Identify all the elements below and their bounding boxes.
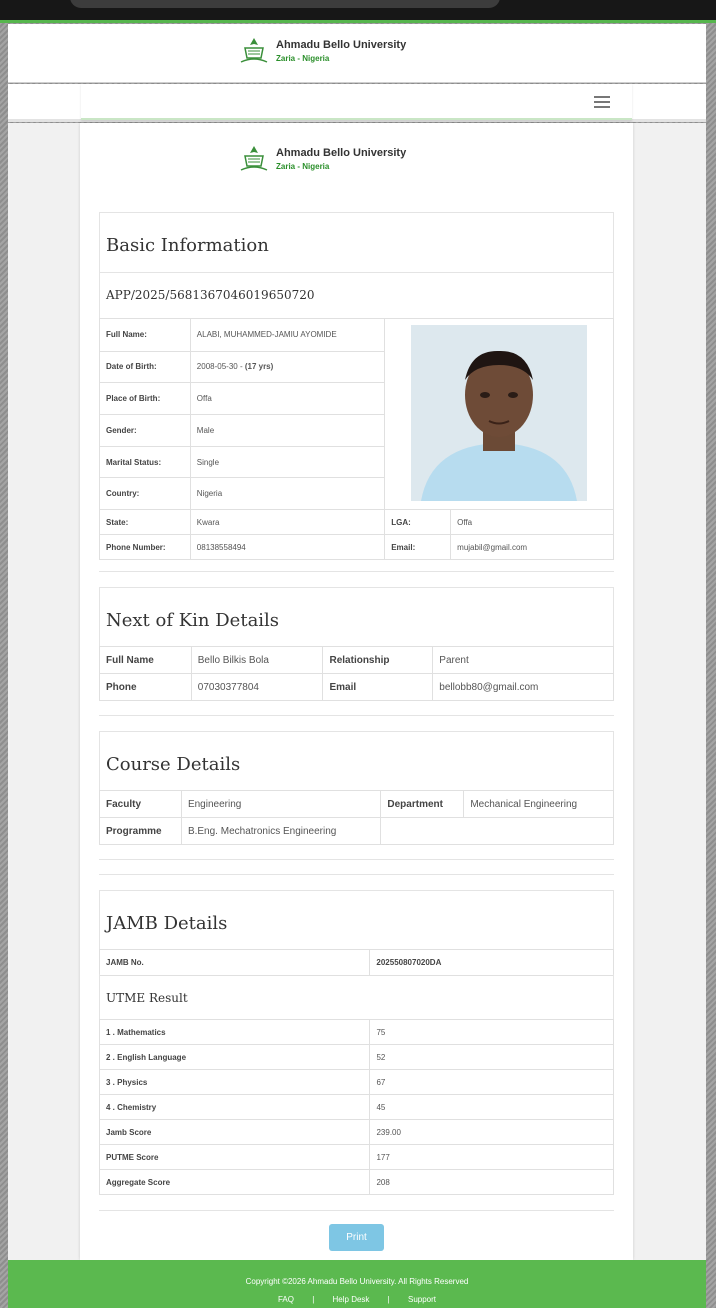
utme-subject-score: 208	[370, 1170, 614, 1195]
basic-info-header	[99, 212, 614, 273]
full-name-value: ALABI, MUHAMMED-JAMIU AYOMIDE	[190, 319, 384, 352]
nav-bar	[81, 84, 632, 120]
header-logo[interactable]	[238, 36, 406, 66]
footer-separator: |	[312, 1295, 315, 1304]
lga-label: LGA:	[385, 510, 451, 535]
kin-relationship-label: Relationship	[323, 647, 433, 674]
support-link[interactable]: Support	[407, 1295, 437, 1304]
kin-name-label: Full Name	[100, 647, 192, 674]
email-label: Email:	[385, 535, 451, 560]
table-row	[100, 1095, 614, 1120]
faq-link[interactable]: FAQ	[277, 1295, 294, 1304]
divider	[99, 859, 614, 860]
nav-strip	[8, 84, 706, 122]
email-value: mujabil@gmail.com	[451, 535, 614, 560]
divider	[99, 1210, 614, 1211]
country-label: Country:	[100, 478, 191, 510]
marital-label: Marital Status:	[100, 446, 191, 477]
programme-label: Programme	[100, 818, 182, 845]
utme-subject-score: 239.00	[370, 1120, 614, 1145]
empty-cell	[381, 818, 614, 845]
kin-email-label: Email	[323, 674, 433, 701]
department-label: Department	[381, 791, 464, 818]
utme-subject-label: 3 . Physics	[100, 1070, 370, 1095]
pob-label: Place of Birth:	[100, 382, 191, 415]
table-row	[100, 1170, 614, 1195]
kin-phone-value: 07030377804	[191, 674, 323, 701]
footer-links	[8, 1295, 706, 1304]
utme-subject-score: 67	[370, 1070, 614, 1095]
course-table	[99, 790, 614, 845]
utme-table	[99, 1019, 614, 1195]
menu-hamburger-icon[interactable]	[594, 96, 610, 108]
dob-value: 2008-05-30 - (17 yrs)	[190, 351, 384, 382]
table-row	[100, 535, 614, 560]
table-row	[100, 950, 614, 976]
utme-subject-score: 52	[370, 1045, 614, 1070]
lga-value: Offa	[451, 510, 614, 535]
jamb-number-table	[99, 949, 614, 976]
site-footer	[8, 1260, 706, 1308]
print-button[interactable]: Print	[329, 1224, 384, 1251]
kin-name-value: Bello Bilkis Bola	[191, 647, 323, 674]
utme-subject-score: 177	[370, 1145, 614, 1170]
utme-subject-label: Jamb Score	[100, 1120, 370, 1145]
table-row	[100, 1120, 614, 1145]
university-crest-icon	[238, 144, 270, 174]
utme-subject-label: 1 . Mathematics	[100, 1020, 370, 1045]
basic-info-table	[99, 318, 614, 560]
kin-table	[99, 646, 614, 701]
browser-top-bar	[0, 0, 716, 22]
jamb-no-value: 202550807020DA	[370, 950, 614, 976]
gender-value: Male	[190, 415, 384, 446]
university-crest-icon	[238, 36, 270, 66]
table-row	[100, 1045, 614, 1070]
site-header	[8, 24, 706, 83]
divider	[99, 571, 614, 572]
top-accent-line	[0, 20, 716, 23]
pob-value: Offa	[190, 382, 384, 415]
footer-copyright: Copyright ©2026 Ahmadu Bello University. All Rights Reserved	[245, 1277, 469, 1286]
utme-subject-label: 2 . English Language	[100, 1045, 370, 1070]
table-row	[100, 791, 614, 818]
state-value: Kwara	[190, 510, 384, 535]
programme-value: B.Eng. Mechatronics Engineering	[181, 818, 380, 845]
utme-subject-label: 4 . Chemistry	[100, 1095, 370, 1120]
faculty-value: Engineering	[181, 791, 380, 818]
university-location: Zaria - Nigeria	[276, 162, 330, 171]
state-label: State:	[100, 510, 191, 535]
kin-header	[99, 587, 614, 647]
phone-label: Phone Number:	[100, 535, 191, 560]
university-name: Ahmadu Bello University	[276, 147, 407, 159]
table-row	[100, 674, 614, 701]
utme-subject-score: 45	[370, 1095, 614, 1120]
divider	[99, 715, 614, 716]
utme-subject-label: Aggregate Score	[100, 1170, 370, 1195]
table-row	[100, 1070, 614, 1095]
section-title-basic: Basic Information	[106, 235, 269, 256]
section-title-course: Course Details	[106, 754, 241, 775]
application-number: APP/2025/5681367046019650720	[106, 288, 315, 302]
utme-header	[99, 974, 614, 1020]
faculty-label: Faculty	[100, 791, 182, 818]
table-row	[100, 1145, 614, 1170]
table-row	[100, 1020, 614, 1045]
table-row	[100, 319, 614, 352]
jamb-header	[99, 890, 614, 950]
age-value: (17 yrs)	[244, 362, 274, 372]
utme-subject-label: PUTME Score	[100, 1145, 370, 1170]
university-location: Zaria - Nigeria	[276, 54, 330, 63]
jamb-no-label: JAMB No.	[100, 950, 370, 976]
marital-value: Single	[190, 446, 384, 477]
address-pill[interactable]	[70, 0, 500, 8]
table-row	[100, 510, 614, 535]
full-name-label: Full Name:	[100, 319, 191, 352]
utme-subject-score: 75	[370, 1020, 614, 1045]
course-header	[99, 731, 614, 791]
phone-value: 08138558494	[190, 535, 384, 560]
university-name: Ahmadu Bello University	[276, 39, 407, 51]
country-value: Nigeria	[190, 478, 384, 510]
applicant-photo	[411, 325, 587, 501]
department-value: Mechanical Engineering	[464, 791, 614, 818]
divider	[99, 874, 614, 875]
kin-email-value: bellobb80@gmail.com	[433, 674, 614, 701]
card-logo	[238, 144, 406, 174]
table-row	[100, 647, 614, 674]
table-row	[100, 818, 614, 845]
application-number-box	[99, 272, 614, 319]
kin-relationship-value: Parent	[433, 647, 614, 674]
helpdesk-link[interactable]: Help Desk	[332, 1295, 370, 1304]
section-title-jamb: JAMB Details	[106, 913, 228, 934]
photo-cell	[385, 319, 614, 510]
kin-phone-label: Phone	[100, 674, 192, 701]
section-title-utme: UTME Result	[106, 991, 188, 1005]
section-title-kin: Next of Kin Details	[106, 610, 280, 631]
gender-label: Gender:	[100, 415, 191, 446]
footer-separator: |	[387, 1295, 390, 1304]
dob-label: Date of Birth:	[100, 351, 191, 382]
